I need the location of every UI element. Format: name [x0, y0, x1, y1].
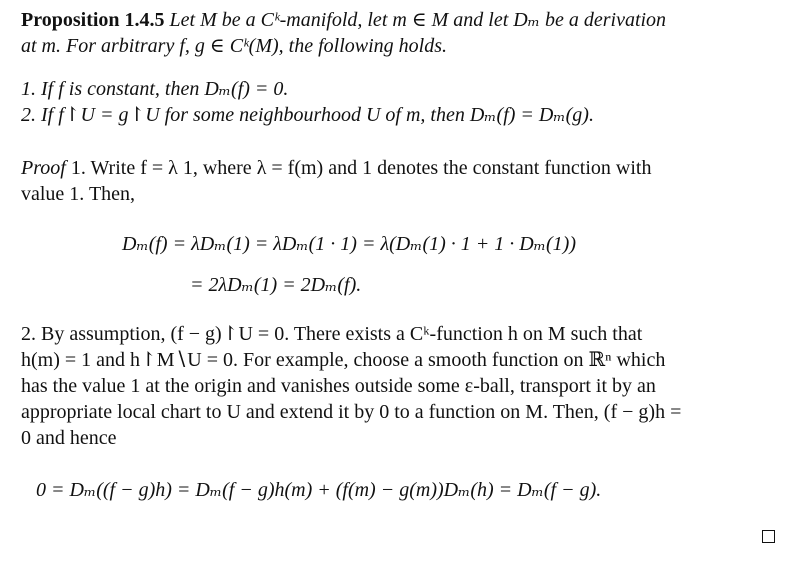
proof-line-1 — [21, 156, 651, 180]
proof-para2-line3: has the value 1 at the origin and vanishes outside some ε-ball, transport it by an — [21, 375, 656, 397]
proof-para2-line2: h(m) = 1 and h↾M∖U = 0. For example, choose a smooth function on ℝⁿ which — [21, 349, 666, 371]
proof-para2-line5: 0 and hence — [21, 427, 117, 449]
list-item-2: 2. If f↾U = g↾U for some neighbourhood U of m, then Dₘ(f) = Dₘ(g). — [21, 104, 594, 126]
equation-1-row-1: Dₘ(f) = λDₘ(1) = λDₘ(1 · 1) = λ(Dₘ(1) · 1 + 1 · Dₘ(1)) — [122, 233, 576, 255]
list-item-1: 1. If f is constant, then Dₘ(f) = 0. — [21, 78, 289, 100]
equation-1-row-2: = 2λDₘ(1) = 2Dₘ(f). — [190, 274, 362, 296]
proof-para2-line1: 2. By assumption, (f − g)↾U = 0. There exists a Cᵏ-function h on M such that — [21, 323, 643, 345]
proposition-line-1 — [21, 8, 666, 32]
proof-para1-line2: value 1. Then, — [21, 183, 136, 205]
proof-para1-line1: 1. Write f = λ 1, where λ = f(m) and 1 denotes the constant function with — [70, 157, 652, 179]
proof-para2-line4: appropriate local chart to U and extend it by 0 to a function on M. Then, (f − g)h = — [21, 401, 682, 423]
proposition-statement-1: Let M be a Cᵏ-manifold, let m ∈ M and let Dₘ be a derivation — [169, 9, 667, 31]
proposition-label: Proposition 1.4.5 — [21, 9, 165, 31]
qed-box-icon — [762, 530, 775, 543]
proof-label: Proof — [21, 157, 66, 179]
equation-2: 0 = Dₘ((f − g)h) = Dₘ(f − g)h(m) + (f(m) − g(m))Dₘ(h) = Dₘ(f − g). — [36, 479, 602, 501]
proposition-statement-2: at m. For arbitrary f, g ∈ Cᵏ(M), the following holds. — [21, 35, 447, 57]
